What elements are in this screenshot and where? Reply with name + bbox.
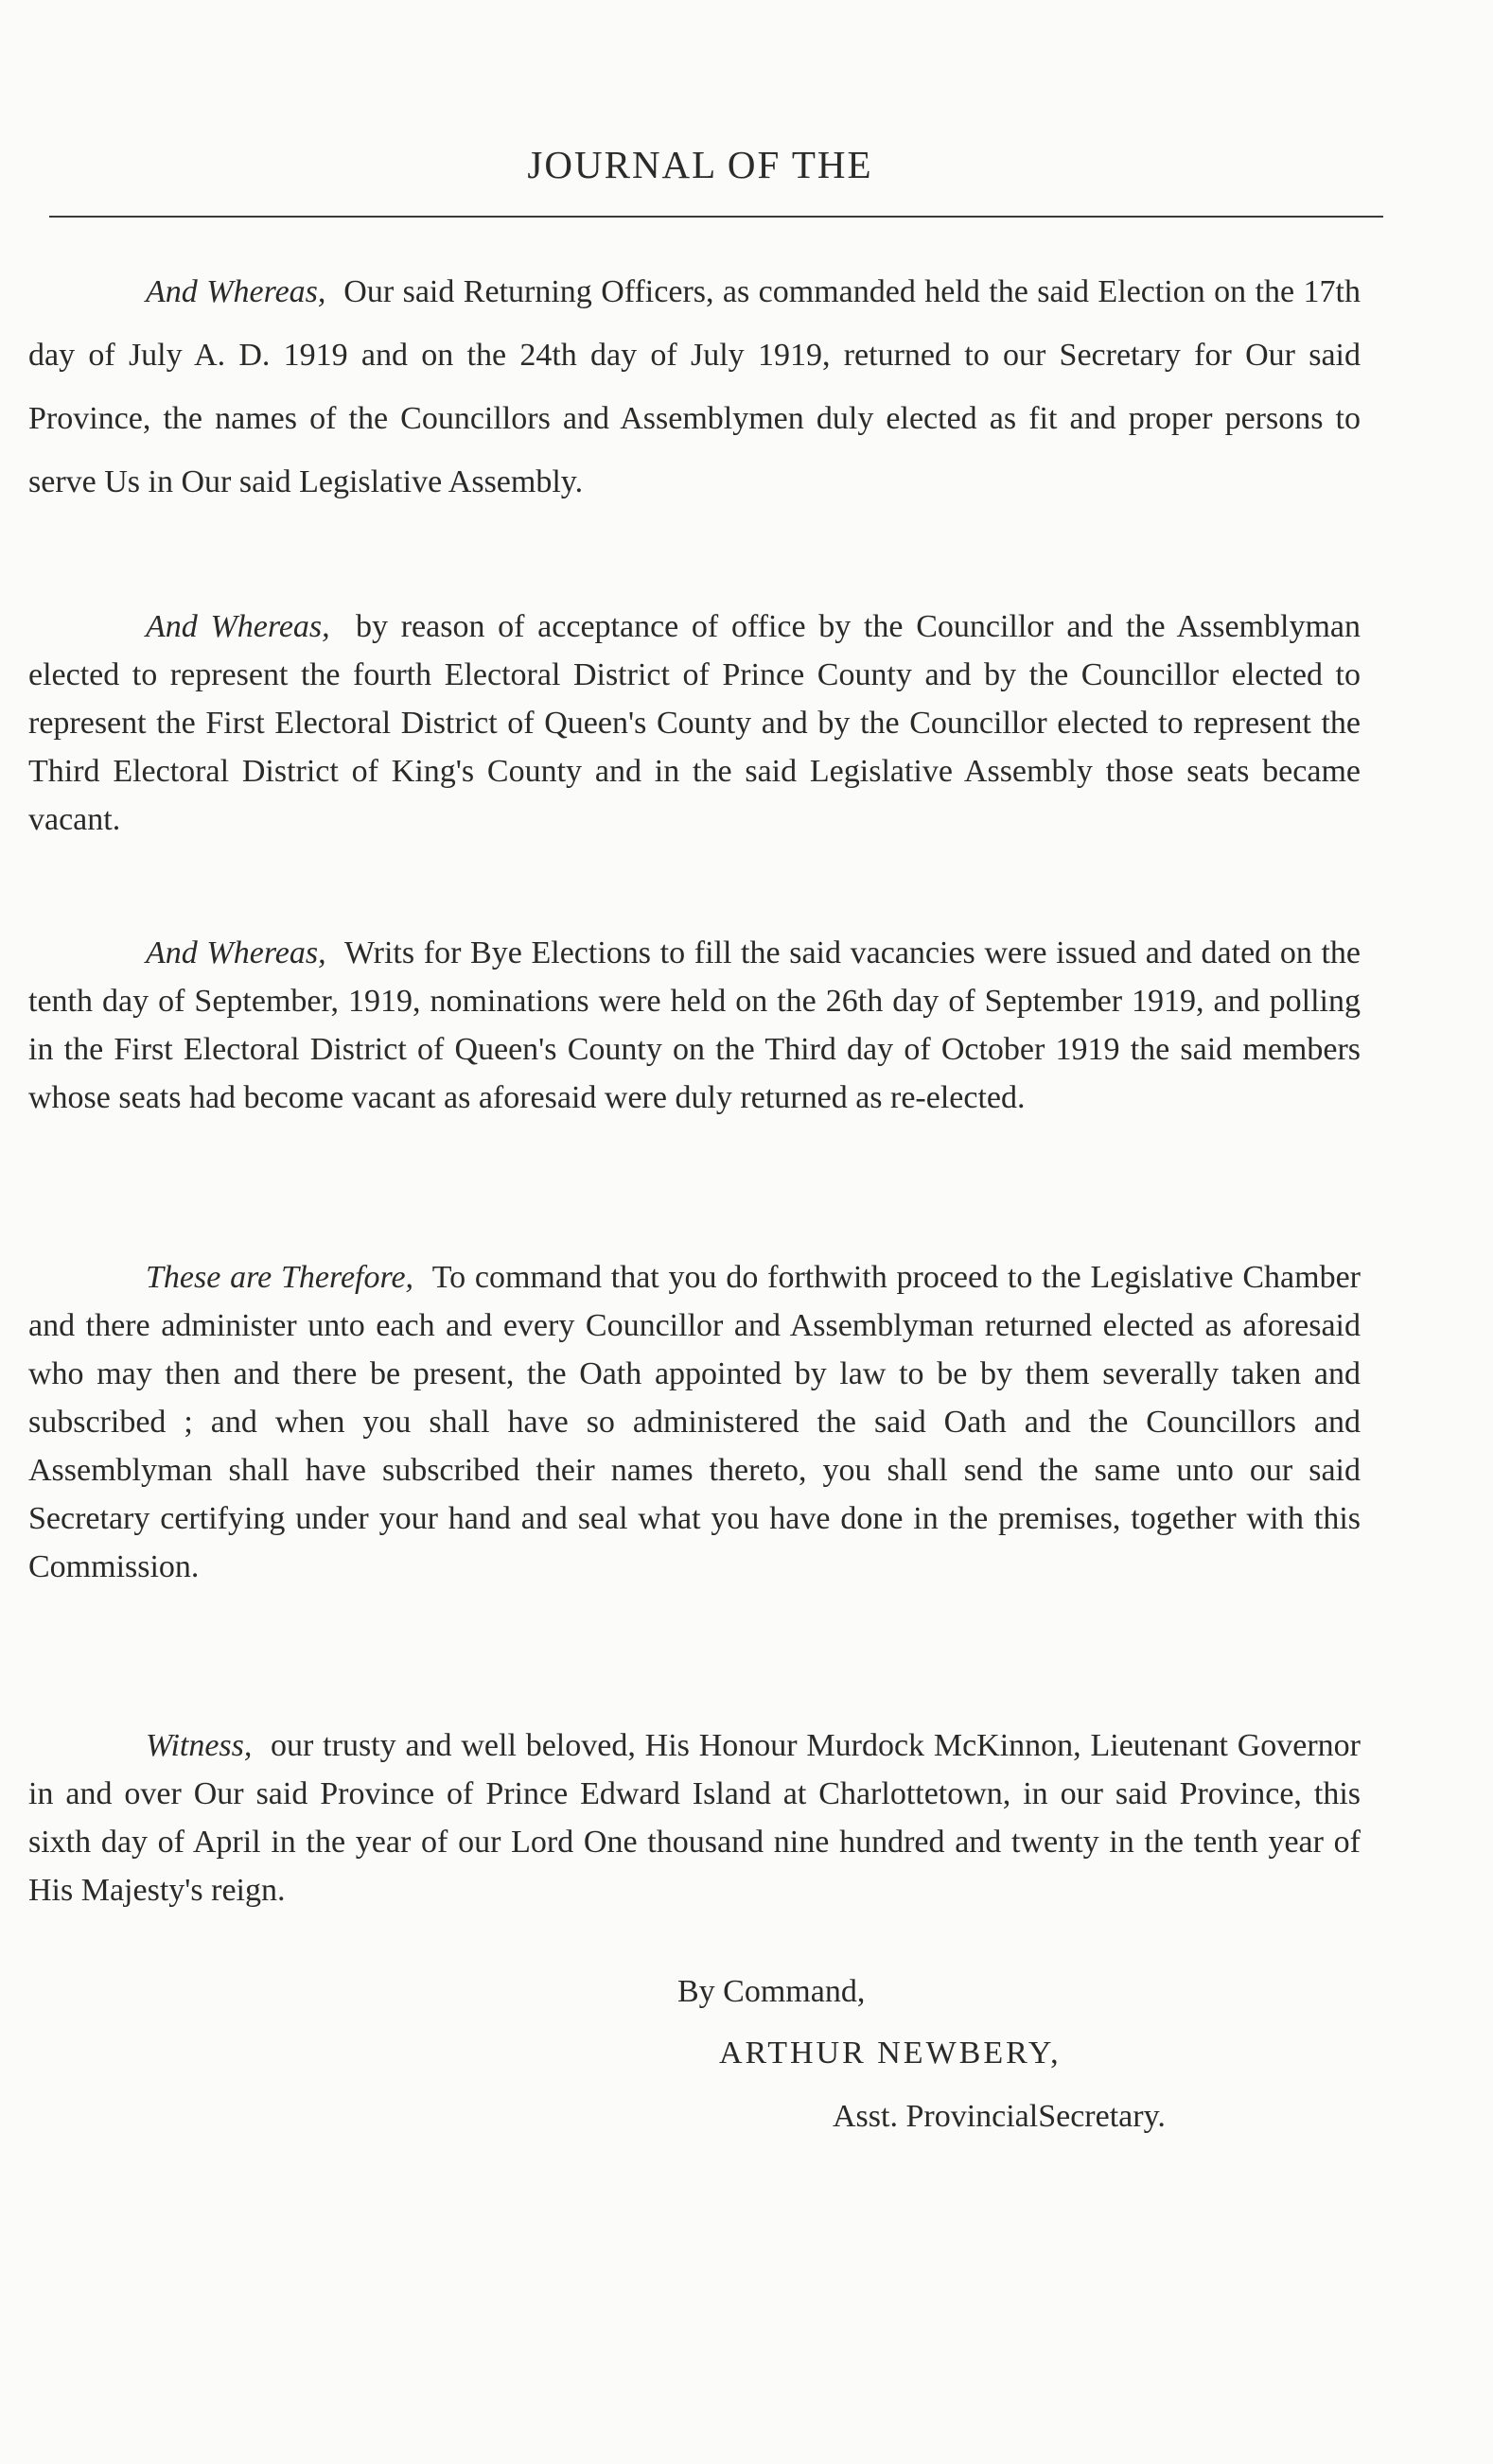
paragraph-lead: These are Therefore, <box>146 1260 414 1295</box>
paragraph-text: To command that you do forthwith proceed to the Legislative Chamber and there administer unto each and every Councillor and Assemblyman returned elected as aforesaid who may then and there be present, the Oath appointed by law to be by them severally taken and subscribed ; and when you shall have so administered the said Oath and the Councillors and Assemblyman shall have subscribed their names thereto, you shall send the same unto our said Secretary certifying under your hand and seal what you have done in the premises, together with this Commission. <box>28 1260 1361 1584</box>
paragraph-witness <box>28 1721 1361 1914</box>
paragraph-command <box>28 1253 1361 1591</box>
header-rule <box>49 216 1383 218</box>
paragraph-lead: And Whereas, <box>146 274 326 309</box>
running-head: JOURNAL OF THE <box>527 143 873 186</box>
paragraph-returning-officers <box>28 260 1361 514</box>
paragraph-bye-elections <box>28 929 1361 1122</box>
paragraph-vacancies <box>28 603 1361 844</box>
paragraph-lead: And Whereas, <box>146 935 326 970</box>
paragraph-text: our trusty and well beloved, His Honour Murdock McKinnon, Lieutenant Governor in and over Our said Province of Prince Edward Island at Charlottetown, in our said Province, this sixth day of April in the year of our Lord One thousand nine hundred and twenty in the tenth year of His Majesty's reign. <box>28 1728 1361 1908</box>
paragraph-text: Writs for Bye Elections to fill the said vacancies were issued and dated on the tenth day of September, 1919, nominations were held on the 26th day of September 1919, and polling in the First Electoral District of Queen's County on the Third day of October 1919 the said members whose seats had become vacant as aforesaid were duly returned as re-elected. <box>28 935 1361 1115</box>
paragraph-text: Our said Returning Officers, as commanded held the said Election on the 17th day of July A. D. 1919 and on the 24th day of July 1919, returned to our Secretary for Our said Province, the names of the Councillors and Assemblymen duly elected as fit and proper persons to serve Us in Our said Legislative Assembly. <box>28 274 1361 499</box>
paragraph-lead: And Whereas, <box>146 609 330 644</box>
signature-by-command: By Command, <box>677 1974 866 2009</box>
signature-name: ARTHUR NEWBERY, <box>719 2036 1062 2071</box>
signature-title: Asst. ProvincialSecretary. <box>833 2099 1166 2134</box>
paragraph-text: by reason of acceptance of office by the Councillor and the Assemblyman elected to represent the fourth Electoral District of Prince County and by the Councillor elected to represent the First Electoral District of Queen's County and by the Councillor elected to represent the Third Electoral District of King's County and in the said Legislative Assembly those seats became vacant. <box>28 609 1361 837</box>
paragraph-lead: Witness, <box>146 1728 253 1763</box>
